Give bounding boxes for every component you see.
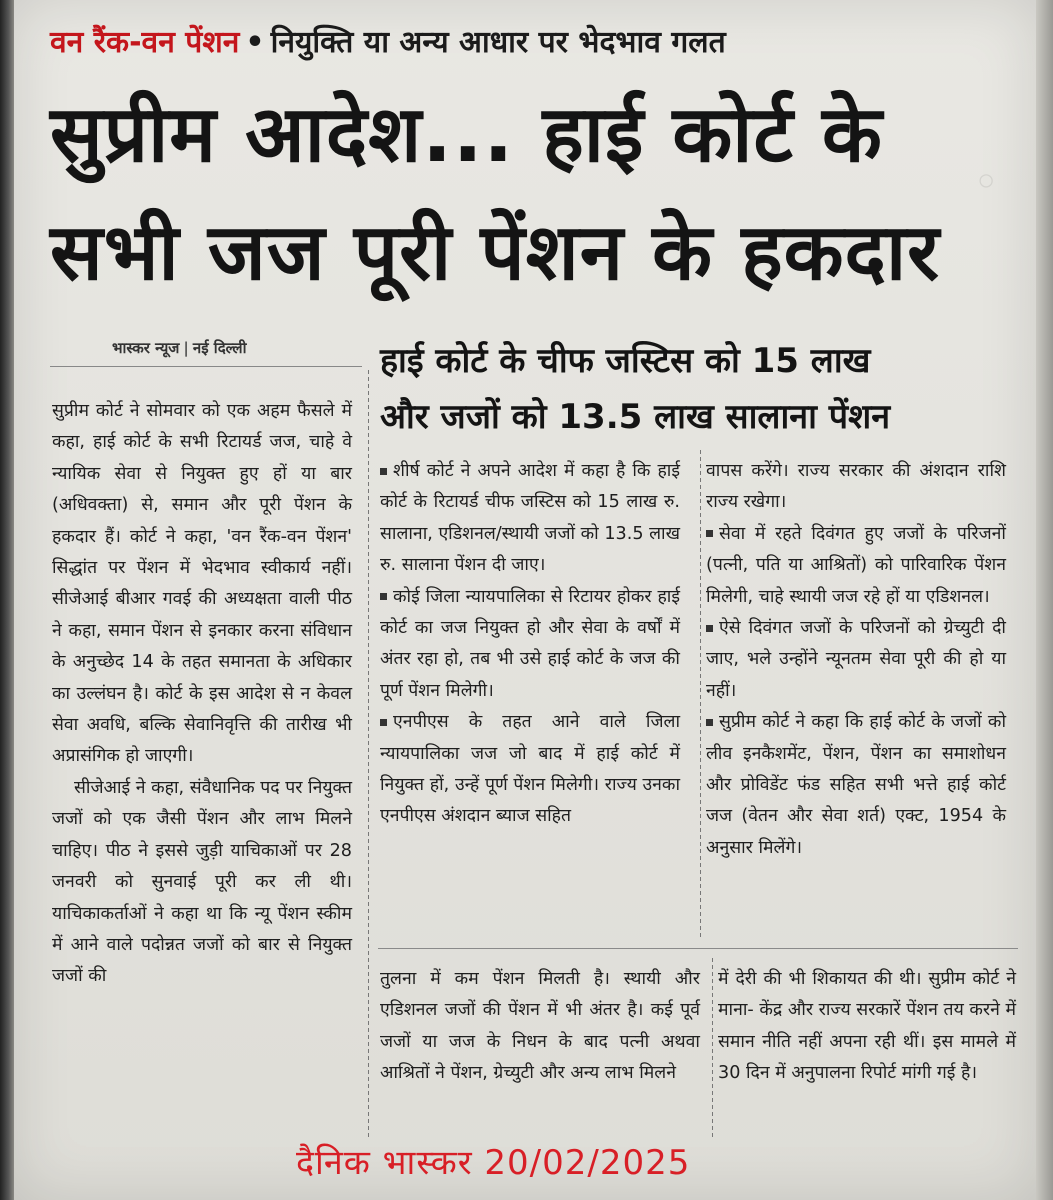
kicker-subtopic: नियुक्ति या अन्य आधार पर भेदभाव गलत (270, 25, 726, 60)
column1-paragraph-2: सीजेआई ने कहा, संवैधानिक पद पर नियुक्त जजों को एक जैसी पेंशन और लाभ मिलने चाहिए। पीठ ने इससे जुड़ी याचिकाओं पर 28 जनवरी को सुनवाई पूरी कर ली थी। याचिकाकर्ताओं ने कहा था कि न्यू पेंशन स्कीम में आने वाले पदोन्नत जजों को बार से नियुक्त जजों की (52, 777, 352, 987)
column3-bullet-4 (706, 519, 1006, 613)
column2-bullet-3 (380, 707, 680, 833)
column3-bullet-5-text: ऐसे दिवंगत जजों के परिजनों को ग्रेच्युटी दी जाए, भले उन्होंने न्यूनतम सेवा पूरी की हो या नहीं। (706, 618, 1006, 701)
column3-bullet-5 (706, 613, 1006, 707)
bullet-square-icon (380, 468, 387, 475)
byline-rule (50, 366, 362, 367)
byline-divider: | (183, 339, 189, 357)
bullet-square-icon (380, 719, 387, 726)
kicker-line (50, 20, 1020, 68)
article-column-3 (706, 456, 1006, 864)
bullet-square-icon (706, 625, 713, 632)
byline-city: नई दिल्ली (192, 339, 247, 357)
column2-bullet-3-text: एनपीएस के तहत आने वाले जिला न्यायपालिका जज जो बाद में हाई कोर्ट में नियुक्त हों, उन्हें पूर्ण पेंशन मिलेगी। राज्य उनका एनपीएस अंशदान ब्याज सहित (380, 712, 680, 827)
column2-bullet-1-text: शीर्ष कोर्ट ने अपने आदेश में कहा है कि हाई कोर्ट के रिटायर्ड चीफ जस्टिस को 15 लाख रु. सालाना, एडिशनल/स्थायी जजों को 13.5 लाख रु. सालाना पेंशन दी जाए। (380, 461, 680, 576)
headline-line-2: सभी जज पूरी पेंशन के हकदार (50, 208, 941, 298)
column1-paragraph-1: सुप्रीम कोर्ट ने सोमवार को एक अहम फैसले में कहा, हाई कोर्ट के सभी रिटायर्ड जज, चाहे वे न्यायिक सेवा से नियुक्त हुए हों या बार (अधिवक्ता) से, समान और पूरी पेंशन के हकदार हैं। कोर्ट ने कहा, 'वन रैंक-वन पेंशन' सिद्धांत पर पेंशन में भेदभाव स्वीकार्य नहीं। सीजेआई बीआर गवई की अध्यक्षता वाली पीठ ने कहा, समान पेंशन से इनकार करना संविधान के अनुच्छेद 14 के तहत समानता के अधिकार का उल्लंघन है। कोर्ट के इस आदेश से न केवल सेवा अवधि, बल्कि सेवानिवृत्ति की तारीख भी अप्रासंगिक हो जाएगी। (52, 401, 352, 767)
byline (112, 338, 246, 358)
article-column-1 (52, 396, 352, 993)
byline-agency: भास्कर न्यूज (112, 339, 180, 357)
kicker-topic: वन रैंक-वन पेंशन (50, 25, 240, 60)
article-column-3-bottom: में देरी की भी शिकायत की थी। सुप्रीम कोर्ट ने माना- केंद्र और राज्य सरकारें पेंशन तय करने में समान नीति नहीं अपना रही थीं। इस मामले में 30 दिन में अनुपालना रिपोर्ट मांगी गई है। (718, 969, 1016, 1084)
article-column-2 (380, 456, 680, 833)
page-right-edge (1036, 0, 1053, 1200)
column-divider-1 (368, 370, 369, 1140)
bleed-through-text: ◦ (974, 160, 999, 204)
column2-bullet-2 (380, 582, 680, 708)
column3-bullet-6-text: सुप्रीम कोर्ट ने कहा कि हाई कोर्ट के जजों को लीव इनकैशमेंट, पेंशन, पेंशन का समाशोधन और प्रोविडेंट फंड सहित सभी भत्ते हाई कोर्ट जज (वेतन और सेवा शर्त) एक्ट, 1954 के अनुसार मिलेंगे। (706, 712, 1006, 858)
article-column-2-bottom: तुलना में कम पेंशन मिलती है। स्थायी और एडिशनल जजों की पेंशन में भी अंतर है। कई पूर्व जजों या जज के निधन के बाद पत्नी अथवा आश्रितों ने पेंशन, ग्रेच्युटी और अन्य लाभ मिलने (380, 969, 700, 1084)
column3-bullet-6 (706, 707, 1006, 864)
subhead-line-2: और जजों को 13.5 लाख सालाना पेंशन (380, 397, 891, 437)
column2-bullet-1 (380, 456, 680, 582)
column-divider-2 (700, 450, 701, 940)
page-left-shadow (0, 0, 14, 1200)
bullet-square-icon (706, 719, 713, 726)
column3-bullet-4-text: सेवा में रहते दिवंगत हुए जजों के परिजनों (पत्नी, पति या आश्रितों) को पारिवारिक पेंशन मिलेगी, चाहे स्थायी जज रहे हों या एडिशनल। (706, 523, 1006, 607)
column2-bullet-2-text: कोई जिला न्यायपालिका से रिटायर होकर हाई कोर्ट का जज नियुक्त हो और सेवा के वर्षों में अंतर रहा हो, तब भी उसे हाई कोर्ट के जज की पूर्ण पेंशन मिलेगी। (380, 586, 680, 701)
column-divider-3 (712, 958, 713, 1140)
subhead-line-1: हाई कोर्ट के चीफ जस्टिस को 15 लाख (380, 341, 871, 381)
bullet-square-icon (706, 530, 713, 537)
kicker-separator: • (245, 25, 265, 60)
bullet-square-icon (380, 593, 387, 600)
date-stamp: दैनिक भास्कर 20/02/2025 (296, 1143, 691, 1183)
column3-continuation: वापस करेंगे। राज्य सरकार की अंशदान राशि राज्य रखेगा। (706, 461, 1006, 513)
headline-line-1: सुप्रीम आदेश... हाई कोर्ट के (50, 90, 883, 180)
box-bottom-rule (378, 948, 1018, 949)
